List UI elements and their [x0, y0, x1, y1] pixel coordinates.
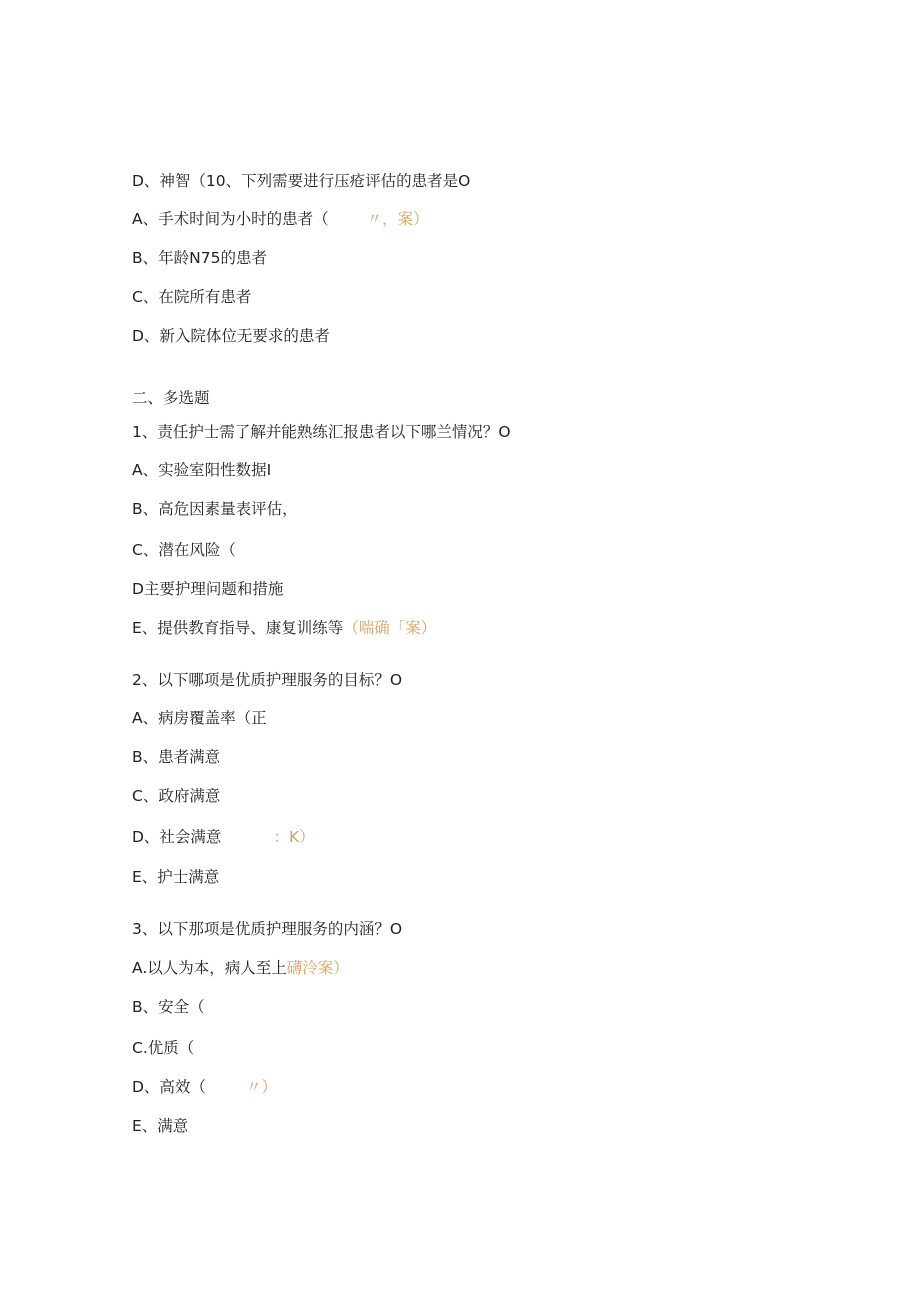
option-c-line	[132, 287, 251, 307]
option-e-line	[132, 618, 436, 638]
option-c-line	[132, 540, 236, 560]
option-a-line	[132, 708, 267, 728]
line-text: E、满意	[132, 1117, 189, 1135]
option-b-line	[132, 747, 220, 767]
question-10-option-d-line	[132, 171, 470, 191]
line-text: D、神智（10、下列需要进行压疮评估的患者是O	[132, 172, 471, 190]
line-text: C、潜在风险（	[132, 541, 236, 559]
line-text: D、新入院体位无要求的患者	[132, 327, 330, 345]
line-text: C、政府满意	[132, 787, 221, 805]
line-text: 二、多选题	[132, 389, 210, 407]
line-text: 1、责任护士需了解并能熟练汇报患者以下哪兰情况？O	[132, 423, 511, 441]
answer-mark: ：K）	[273, 828, 315, 846]
line-text: A、实验室阳性数据I	[132, 461, 272, 479]
line-text: D主要护理问题和措施	[132, 580, 284, 598]
line-text: C、在院所有患者	[132, 288, 252, 306]
answer-mark: 礴泠案）	[286, 959, 349, 977]
option-c-line	[132, 1038, 194, 1058]
option-e-line	[132, 867, 219, 887]
line-text: C.优质（	[132, 1039, 195, 1057]
section-heading	[132, 388, 210, 408]
line-text: A、病房覆盖率（正	[132, 709, 267, 727]
answer-mark: 〃）	[245, 1078, 277, 1096]
line-text: 2、以下哪项是优质护理服务的目标？O	[132, 671, 403, 689]
option-a-line	[132, 209, 429, 229]
line-text: E、护士满意	[132, 868, 220, 886]
line-text: B、患者满意	[132, 748, 221, 766]
option-d-line	[132, 579, 283, 599]
option-a-line	[132, 460, 271, 480]
line-text: D、社会满意	[132, 828, 222, 846]
line-text: 3、以下那项是优质护理服务的内涵？O	[132, 920, 403, 938]
line-text: B、年龄N75的患者	[132, 249, 267, 267]
line-text: B、高危因素量表评估，	[132, 500, 298, 518]
option-d-line	[132, 326, 330, 346]
option-d-line	[132, 827, 315, 847]
option-d-line	[132, 1077, 277, 1097]
option-c-line	[132, 786, 220, 806]
answer-mark: （喘确「案）	[343, 619, 437, 637]
answer-mark: 〃，案）	[366, 210, 429, 228]
option-b-line	[132, 248, 267, 268]
option-b-line	[132, 499, 298, 519]
question-1-line	[132, 422, 511, 442]
question-2-line	[132, 670, 402, 690]
line-text: A、手术时间为小时的患者（	[132, 210, 329, 228]
option-a-line	[132, 958, 349, 978]
question-3-line	[132, 919, 402, 939]
line-text: D、高效（	[132, 1078, 206, 1096]
line-text: A.以人为本，病人至上	[132, 959, 287, 977]
option-b-line	[132, 997, 205, 1017]
line-text: B、安全（	[132, 998, 205, 1016]
line-text: E、提供教育指导、康复训练等	[132, 619, 344, 637]
option-e-line	[132, 1116, 188, 1136]
